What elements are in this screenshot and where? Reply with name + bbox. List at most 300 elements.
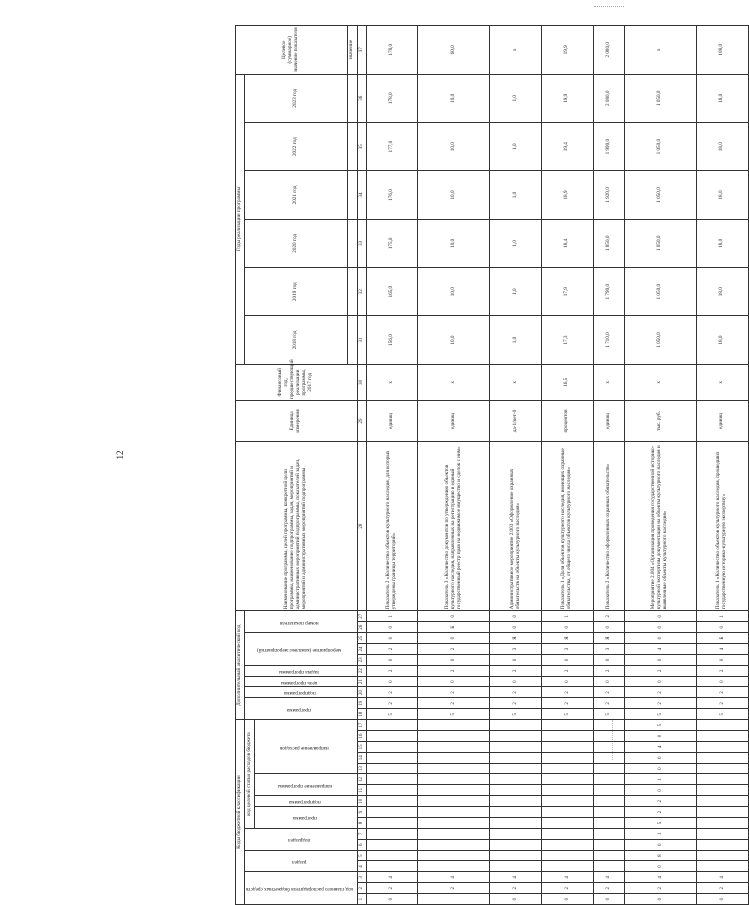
code-cell: 5 — [697, 709, 749, 720]
row-value-2022: 1 050,0 — [624, 122, 696, 170]
code-cell — [697, 818, 749, 829]
code-cell: 2 — [593, 665, 624, 676]
code-cell: 2 — [542, 687, 594, 698]
code-cell: 2 — [542, 698, 594, 709]
header-fin-year: Финансовый год, предшествующий реализации программы, 2017 год — [236, 364, 358, 400]
row-value-2021: 18,0 — [697, 171, 749, 219]
header-program — [255, 807, 357, 829]
code-cell: 2 — [624, 796, 696, 807]
row-fin-year: x — [366, 364, 418, 400]
code-cell: 0 — [624, 861, 696, 872]
code-cell: 1 — [697, 611, 749, 622]
row-value-2023: 178,0 — [366, 74, 418, 122]
column-index-cell: 34 — [357, 171, 366, 219]
code-cell: 2 — [418, 687, 490, 698]
header-expense-direction — [255, 720, 357, 774]
code-cell: 0 — [624, 894, 696, 905]
code-cell: 0 — [593, 676, 624, 687]
code-cell — [490, 807, 542, 818]
table-row — [697, 26, 749, 905]
code-cell — [366, 807, 418, 818]
column-index-cell: 29 — [357, 400, 366, 441]
code-cell: 0 — [624, 676, 696, 687]
code-cell: 4 — [366, 872, 418, 883]
row-value-2019: 18,0 — [697, 268, 749, 316]
code-cell — [366, 774, 418, 785]
code-cell: 2 — [593, 698, 624, 709]
code-cell: 0 — [697, 676, 749, 687]
code-cell: 0 — [490, 654, 542, 665]
code-cell — [418, 807, 490, 818]
column-index-cell: 30 — [357, 364, 366, 400]
code-cell — [490, 818, 542, 829]
code-cell — [366, 763, 418, 774]
row-name: Показатель 1 «Доля объектов культурного наследия, имеющих охранные обязательства, от общего числа объектов культурного наследия» — [542, 442, 594, 611]
code-cell — [418, 818, 490, 829]
table-row — [542, 26, 594, 905]
code-cell — [697, 774, 749, 785]
code-cell: 3 — [593, 644, 624, 655]
row-value-2018: 1 050,0 — [624, 316, 696, 364]
code-cell — [542, 763, 594, 774]
row-value-2020: 175,0 — [366, 219, 418, 267]
code-cell: Я — [593, 633, 624, 644]
header-add-goal — [244, 676, 357, 687]
header-add-program-text: программа — [287, 706, 312, 713]
code-cell: 5 — [593, 709, 624, 720]
header-program-direction — [255, 774, 357, 796]
header-program-direction-text: направление программы — [277, 782, 332, 789]
code-cell: Б — [697, 633, 749, 644]
row-target: 60,0 — [418, 26, 490, 75]
code-cell: 1 — [542, 611, 594, 622]
header-add-measure — [244, 633, 357, 666]
header-classification: Коды бюджетной классификации — [236, 720, 245, 905]
code-cell: 2 — [542, 665, 594, 676]
header-add-goal-text: цель программы — [281, 679, 318, 686]
row-value-2021: 176,0 — [366, 171, 418, 219]
code-cell: 0 — [366, 676, 418, 687]
code-cell: 2 — [490, 698, 542, 709]
code-cell: 0 — [366, 622, 418, 633]
row-value-2022: 177,0 — [366, 122, 418, 170]
row-value-2021: 10,0 — [418, 171, 490, 219]
row-value-2022: 1,0 — [490, 122, 542, 170]
header-add-indicator — [244, 611, 357, 633]
row-value-2018: 1 710,0 — [593, 316, 624, 364]
header-subprogram-text: подпрограмма — [288, 799, 321, 806]
code-cell: 2 — [418, 698, 490, 709]
header-target-value: значение — [347, 26, 357, 75]
column-index-cell: 8 — [357, 818, 366, 829]
code-cell: 2 — [624, 665, 696, 676]
row-target: 108,0 — [697, 26, 749, 75]
code-cell: 0 — [624, 731, 696, 742]
code-cell — [418, 752, 490, 763]
row-unit: единиц — [366, 400, 418, 441]
row-unit: единиц — [593, 400, 624, 441]
code-cell: 0 — [624, 654, 696, 665]
code-cell — [697, 850, 749, 861]
row-fin-year: x — [593, 364, 624, 400]
program-indicator-table-sheet — [235, 25, 728, 905]
header-year-sub — [347, 268, 357, 316]
row-name: Показатель 1 «Количество объектов культурного наследия, прошедших государственную историко-культурную экспертизу» — [697, 442, 749, 611]
code-cell: 0 — [593, 654, 624, 665]
column-index-cell: 20 — [357, 687, 366, 698]
code-cell: 0 — [624, 839, 696, 850]
row-target: 2 080,0 — [593, 26, 624, 75]
code-cell — [593, 850, 624, 861]
column-index-cell: 19 — [357, 698, 366, 709]
row-name: Показатель 2 «Количество оформленных охранных обязательств» — [593, 442, 624, 611]
header-add-subprogram-text: подпрограмма — [283, 690, 316, 697]
code-cell: 3 — [542, 644, 594, 655]
code-cell: 0 — [418, 611, 490, 622]
code-cell — [366, 720, 418, 731]
header-add-subprogram — [244, 687, 357, 698]
column-index-cell: 35 — [357, 122, 366, 170]
header-add-program — [244, 698, 357, 720]
code-cell: 0 — [490, 611, 542, 622]
code-cell — [542, 861, 594, 872]
code-cell: 2 — [418, 644, 490, 655]
column-index-cell: 27 — [357, 611, 366, 622]
code-cell: 0 — [542, 676, 594, 687]
row-value-2022: 1 990,0 — [593, 122, 624, 170]
code-cell: 2 — [418, 665, 490, 676]
code-cell — [490, 774, 542, 785]
code-cell — [542, 850, 594, 861]
code-cell — [593, 731, 624, 742]
column-index-cell: 3 — [357, 872, 366, 883]
row-value-2018: 1,0 — [490, 316, 542, 364]
scan-artifact — [594, 6, 624, 8]
code-cell — [366, 741, 418, 752]
row-fin-year: x — [490, 364, 542, 400]
header-subsection — [244, 828, 357, 850]
row-value-2018: 17,3 — [542, 316, 594, 364]
code-cell — [542, 785, 594, 796]
row-value-2019: 1,0 — [490, 268, 542, 316]
column-index-cell: 21 — [357, 676, 366, 687]
code-cell — [418, 763, 490, 774]
row-value-2020: 18,0 — [697, 219, 749, 267]
code-cell: 5 — [624, 720, 696, 731]
row-value-2021: 1,0 — [490, 171, 542, 219]
row-fin-year: x — [697, 364, 749, 400]
code-cell: 0 — [624, 785, 696, 796]
column-index-cell: 37 — [357, 26, 366, 75]
code-cell: 0 — [697, 654, 749, 665]
row-name: Административное мероприятие 2.003 «Оформление охранных обязательств на объекты культурного наследия» — [490, 442, 542, 611]
row-unit: единиц — [418, 400, 490, 441]
code-cell — [542, 741, 594, 752]
row-value-2020: 1 050,0 — [624, 219, 696, 267]
row-value-2020: 18,4 — [542, 219, 594, 267]
page-number: 12 — [115, 450, 125, 460]
header-subprogram — [255, 796, 357, 807]
code-cell: 3 — [490, 644, 542, 655]
code-cell: 0 — [624, 633, 696, 644]
code-cell: 0 — [542, 622, 594, 633]
code-cell: 0 — [366, 654, 418, 665]
column-index-cell: 17 — [357, 720, 366, 731]
row-value-2023: 19,9 — [542, 74, 594, 122]
header-add-indicator-text: номер показателя — [280, 619, 319, 626]
code-cell: 4 — [542, 872, 594, 883]
program-indicator-table — [235, 25, 749, 905]
code-cell: 5 — [542, 709, 594, 720]
row-name: Показатель 2 «Количество объектов культурного наследия, для которых утверждены границы территорий» — [366, 442, 418, 611]
code-cell: 0 — [697, 622, 749, 633]
row-value-2022: 19,4 — [542, 122, 594, 170]
header-add-task — [244, 665, 357, 676]
code-cell: 2 — [593, 687, 624, 698]
code-cell — [697, 731, 749, 742]
code-cell — [593, 807, 624, 818]
row-value-2023: 1 050,0 — [624, 74, 696, 122]
code-cell: 2 — [542, 883, 594, 894]
code-cell — [593, 818, 624, 829]
code-cell: 1 — [366, 611, 418, 622]
header-add-measure-text: мероприятие (комплекс мероприятий) — [257, 646, 342, 653]
code-cell — [593, 828, 624, 839]
header-section — [244, 850, 357, 872]
code-cell — [490, 861, 542, 872]
row-name: Показатель 3 «Количество документов по утверждению объектов культурного наследия, направленных на регистрацию в единый государственный реестр прав на недвижимое имущество и сделок с ним» — [418, 442, 490, 611]
row-value-2019: 17,9 — [542, 268, 594, 316]
code-cell — [366, 731, 418, 742]
code-cell: 4 — [624, 741, 696, 752]
code-cell: 4 — [490, 872, 542, 883]
column-index-cell: 23 — [357, 654, 366, 665]
row-value-2019: 10,0 — [418, 268, 490, 316]
column-index-cell: 15 — [357, 741, 366, 752]
code-cell: 0 — [418, 654, 490, 665]
row-value-2023: 1,0 — [490, 74, 542, 122]
column-index-cell: 7 — [357, 828, 366, 839]
code-cell: 2 — [366, 644, 418, 655]
header-additional-code: Дополнительный аналитический код — [236, 611, 245, 720]
code-cell — [490, 741, 542, 752]
code-cell: 2 — [697, 687, 749, 698]
code-cell — [490, 839, 542, 850]
header-years: Годы реализации программы — [236, 74, 245, 364]
code-cell: 4 — [697, 872, 749, 883]
code-cell: 2 — [366, 698, 418, 709]
code-cell: 4 — [418, 872, 490, 883]
code-cell: 2 — [593, 611, 624, 622]
header-year-2022: 2022 год — [244, 122, 347, 170]
code-cell: 0 — [418, 633, 490, 644]
code-cell: 0 — [624, 752, 696, 763]
code-cell — [418, 861, 490, 872]
code-cell — [542, 720, 594, 731]
code-cell — [593, 785, 624, 796]
table-row — [418, 26, 490, 905]
row-fin-year: x — [624, 364, 696, 400]
column-index-cell: 18 — [357, 709, 366, 720]
code-cell: 0 — [624, 763, 696, 774]
header-target: Целевое (суммарное) значение показателя — [236, 26, 348, 75]
code-cell — [418, 839, 490, 850]
header-add-task-text: задача программы — [279, 668, 320, 675]
code-cell — [593, 861, 624, 872]
code-cell — [593, 720, 624, 731]
code-cell — [542, 774, 594, 785]
code-cell — [542, 839, 594, 850]
code-cell: 2 — [624, 883, 696, 894]
code-cell — [366, 752, 418, 763]
header-section-text: раздел — [292, 858, 307, 865]
code-cell — [697, 861, 749, 872]
code-cell: 4 — [624, 872, 696, 883]
code-cell: 0 — [593, 894, 624, 905]
code-cell: 0 — [490, 676, 542, 687]
header-year-2021: 2021 год — [244, 171, 347, 219]
code-cell — [418, 720, 490, 731]
table-row — [593, 26, 624, 905]
header-program-text: программа — [292, 815, 317, 822]
code-cell — [593, 763, 624, 774]
code-cell — [593, 741, 624, 752]
header-year-sub — [347, 122, 357, 170]
row-unit: да-1/нет-0 — [490, 400, 542, 441]
code-cell — [490, 796, 542, 807]
code-cell — [490, 763, 542, 774]
code-cell: 0 — [418, 676, 490, 687]
row-value-2018: 18,0 — [697, 316, 749, 364]
code-cell — [418, 894, 490, 905]
code-cell: 2 — [624, 698, 696, 709]
row-value-2021: 18,9 — [542, 171, 594, 219]
column-index-cell: 6 — [357, 839, 366, 850]
code-cell — [366, 785, 418, 796]
row-fin-year: 16,5 — [542, 364, 594, 400]
code-cell — [593, 774, 624, 785]
row-value-2022: 18,0 — [697, 122, 749, 170]
header-year-2018: 2018 год — [244, 316, 347, 364]
code-cell — [542, 807, 594, 818]
column-index-cell: 32 — [357, 268, 366, 316]
code-cell — [697, 785, 749, 796]
code-cell: 0 — [624, 622, 696, 633]
column-index-cell: 28 — [357, 442, 366, 611]
code-cell: 0 — [542, 894, 594, 905]
code-cell: 2 — [624, 807, 696, 818]
code-cell — [542, 828, 594, 839]
code-cell: 2 — [490, 687, 542, 698]
column-index-cell: 36 — [357, 74, 366, 122]
code-cell — [593, 796, 624, 807]
table-row — [624, 26, 696, 905]
code-cell: 5 — [624, 818, 696, 829]
code-cell: 2 — [697, 883, 749, 894]
code-cell: 0 — [490, 894, 542, 905]
table-row — [490, 26, 542, 905]
code-cell — [697, 752, 749, 763]
row-value-2020: 1,0 — [490, 219, 542, 267]
code-cell — [697, 807, 749, 818]
code-cell — [366, 828, 418, 839]
column-index-cell: 11 — [357, 785, 366, 796]
code-cell — [542, 731, 594, 742]
code-cell: 2 — [366, 665, 418, 676]
code-cell — [366, 850, 418, 861]
header-year-sub — [347, 171, 357, 219]
code-cell — [697, 763, 749, 774]
code-cell — [490, 731, 542, 742]
row-value-2023: 18,0 — [697, 74, 749, 122]
code-cell: 2 — [624, 687, 696, 698]
row-value-2019: 165,0 — [366, 268, 418, 316]
header-year-sub — [347, 219, 357, 267]
row-target: 19,9 — [542, 26, 594, 75]
row-name: Мероприятие 2.004 «Организация проведения государственной историко-культурной экспертизы документации на объекты культурного наследия и выявленные объекты культурного наследия» — [624, 442, 696, 611]
code-cell — [366, 818, 418, 829]
code-cell — [418, 774, 490, 785]
row-value-2021: 1 920,0 — [593, 171, 624, 219]
column-index-cell: 16 — [357, 731, 366, 742]
code-cell — [697, 741, 749, 752]
code-cell: 5 — [624, 709, 696, 720]
column-index-cell: 31 — [357, 316, 366, 364]
code-cell — [366, 796, 418, 807]
header-year-2023: 2023 год — [244, 74, 347, 122]
column-index-cell: 33 — [357, 219, 366, 267]
row-fin-year: x — [418, 364, 490, 400]
header-target-article: код целевой статьи расходов бюджета — [244, 720, 254, 829]
header-year-sub — [347, 316, 357, 364]
code-cell: 2 — [366, 883, 418, 894]
row-value-2023: 10,0 — [418, 74, 490, 122]
row-target: x — [490, 26, 542, 75]
column-index-cell: 1 — [357, 894, 366, 905]
code-cell: 5 — [418, 709, 490, 720]
code-cell: 0 — [542, 654, 594, 665]
code-cell: 5 — [490, 709, 542, 720]
header-unit: Единица измерения — [236, 400, 358, 441]
column-index-cell: 10 — [357, 796, 366, 807]
code-cell — [697, 839, 749, 850]
code-cell: 2 — [593, 883, 624, 894]
column-index-cell: 22 — [357, 665, 366, 676]
code-cell — [490, 850, 542, 861]
code-cell: 0 — [593, 622, 624, 633]
row-value-2019: 1 790,0 — [593, 268, 624, 316]
column-index-cell: 25 — [357, 633, 366, 644]
code-cell: 2 — [490, 665, 542, 676]
row-value-2020: 1 850,0 — [593, 219, 624, 267]
header-chief-admin-text: код главного распорядителя бюджетных средств — [245, 886, 353, 893]
column-index-cell: 24 — [357, 644, 366, 655]
row-unit: тыс. руб. — [624, 400, 696, 441]
row-unit: процентов — [542, 400, 594, 441]
code-cell: 0 — [624, 611, 696, 622]
code-cell: 0 — [366, 894, 418, 905]
row-value-2019: 1 050,0 — [624, 268, 696, 316]
code-cell — [697, 828, 749, 839]
row-value-2022: 10,0 — [418, 122, 490, 170]
code-cell — [366, 839, 418, 850]
code-cell: 2 — [697, 698, 749, 709]
header-name: Наименование программы, целей программы, конкретной цели программы, наименование подпрограммы, задач, мероприятий и административных мероприятий подпрограммы, показателей задач, мероприятий и административных мероприятий подпрограммы — [236, 442, 358, 611]
row-value-2018: 156,0 — [366, 316, 418, 364]
code-cell: 4 — [593, 872, 624, 883]
row-value-2023: 2 080,0 — [593, 74, 624, 122]
column-index-cell: 13 — [357, 763, 366, 774]
